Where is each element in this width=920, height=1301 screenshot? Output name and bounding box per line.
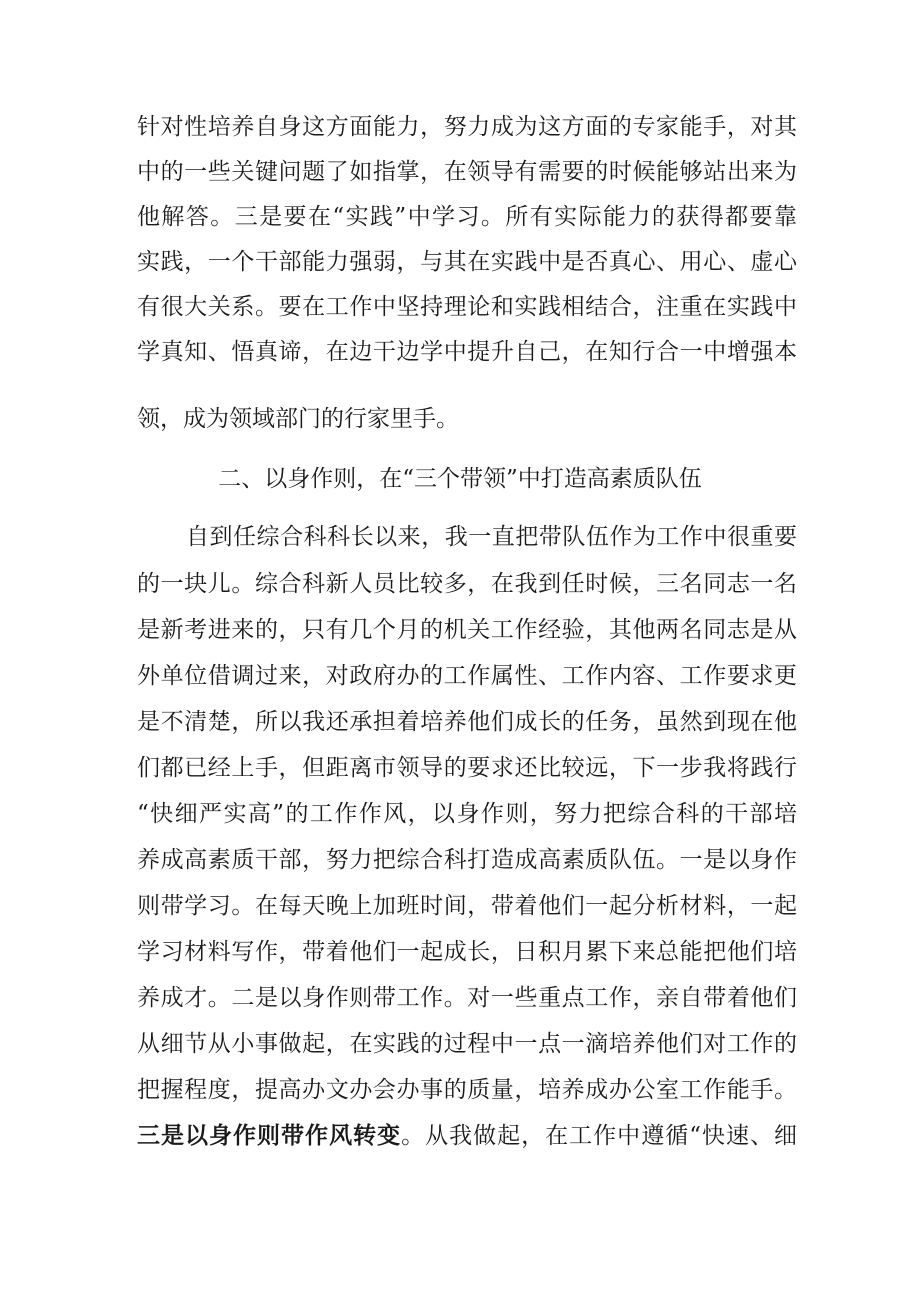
paragraph-2-line-3: 是新考进来的，只有几个月的机关工作经验，其他两名同志是从: [137, 617, 797, 643]
paragraph-1-line-5: 有很大关系。要在工作中坚持理论和实践相结合，注重在实践中: [137, 294, 797, 320]
paragraph-1-line-3: 他解答。三是要在“实践”中学习。所有实际能力的获得都要靠: [137, 204, 797, 230]
bold-phrase: 三是以身作则带作风转变: [137, 1122, 402, 1149]
paragraph-2-line-9: 则带学习。在每天晚上加班时间，带着他们一起分析材料，一起: [137, 893, 797, 919]
paragraph-2-line-1: 自到任综合科科长以来，我一直把带队伍作为工作中很重要: [186, 524, 797, 550]
paragraph-2-line-12: 从细节从小事做起，在实践的过程中一点一滴培养他们对工作的: [137, 1031, 797, 1057]
paragraph-2-line-13: 把握程度，提高办文办会办事的质量，培养成办公室工作能手。: [137, 1077, 797, 1103]
paragraph-2-line-4: 外单位借调过来，对政府办的工作属性、工作内容、工作要求更: [137, 663, 797, 689]
paragraph-2-line-8: 养成高素质干部，努力把综合科打造成高素质队伍。一是以身作: [137, 847, 797, 873]
paragraph-1-line-6: 学真知、悟真谛，在边干边学中提升自己，在知行合一中增强本: [137, 339, 797, 365]
paragraph-1-line-1: 针对性培养自身这方面能力，努力成为这方面的专家能手，对其: [137, 114, 797, 140]
paragraph-2-line-7: “快细严实高”的工作作风，以身作则，努力把综合科的干部培: [137, 801, 797, 827]
paragraph-2-line-14: [137, 1116, 797, 1156]
paragraph-2-line-14-rest: 。从我做起，在工作中遵循“快速、细: [401, 1123, 798, 1149]
paragraph-1-line-2: 中的一些关键问题了如指掌，在领导有需要的时候能够站出来为: [137, 159, 797, 185]
paragraph-2-line-5: 是不清楚，所以我还承担着培养他们成长的任务，虽然到现在他: [137, 709, 797, 735]
paragraph-2-line-6: 们都已经上手，但距离市领导的要求还比较远，下一步我将践行: [137, 755, 797, 781]
paragraph-2-line-10: 学习材料写作，带着他们一起成长，日积月累下来总能把他们培: [137, 939, 797, 965]
paragraph-1-line-7: 领，成为领域部门的行家里手。: [137, 406, 459, 432]
paragraph-1-line-4: 实践，一个干部能力强弱，与其在实践中是否真心、用心、虚心: [137, 249, 797, 275]
section-heading: 二、以身作则，在“三个带领”中打造高素质队伍: [218, 466, 702, 492]
paragraph-2-line-2: 的一块儿。综合科新人员比较多，在我到任时候，三名同志一名: [137, 571, 797, 597]
paragraph-2-line-11: 养成才。二是以身作则带工作。对一些重点工作，亲自带着他们: [137, 985, 797, 1011]
